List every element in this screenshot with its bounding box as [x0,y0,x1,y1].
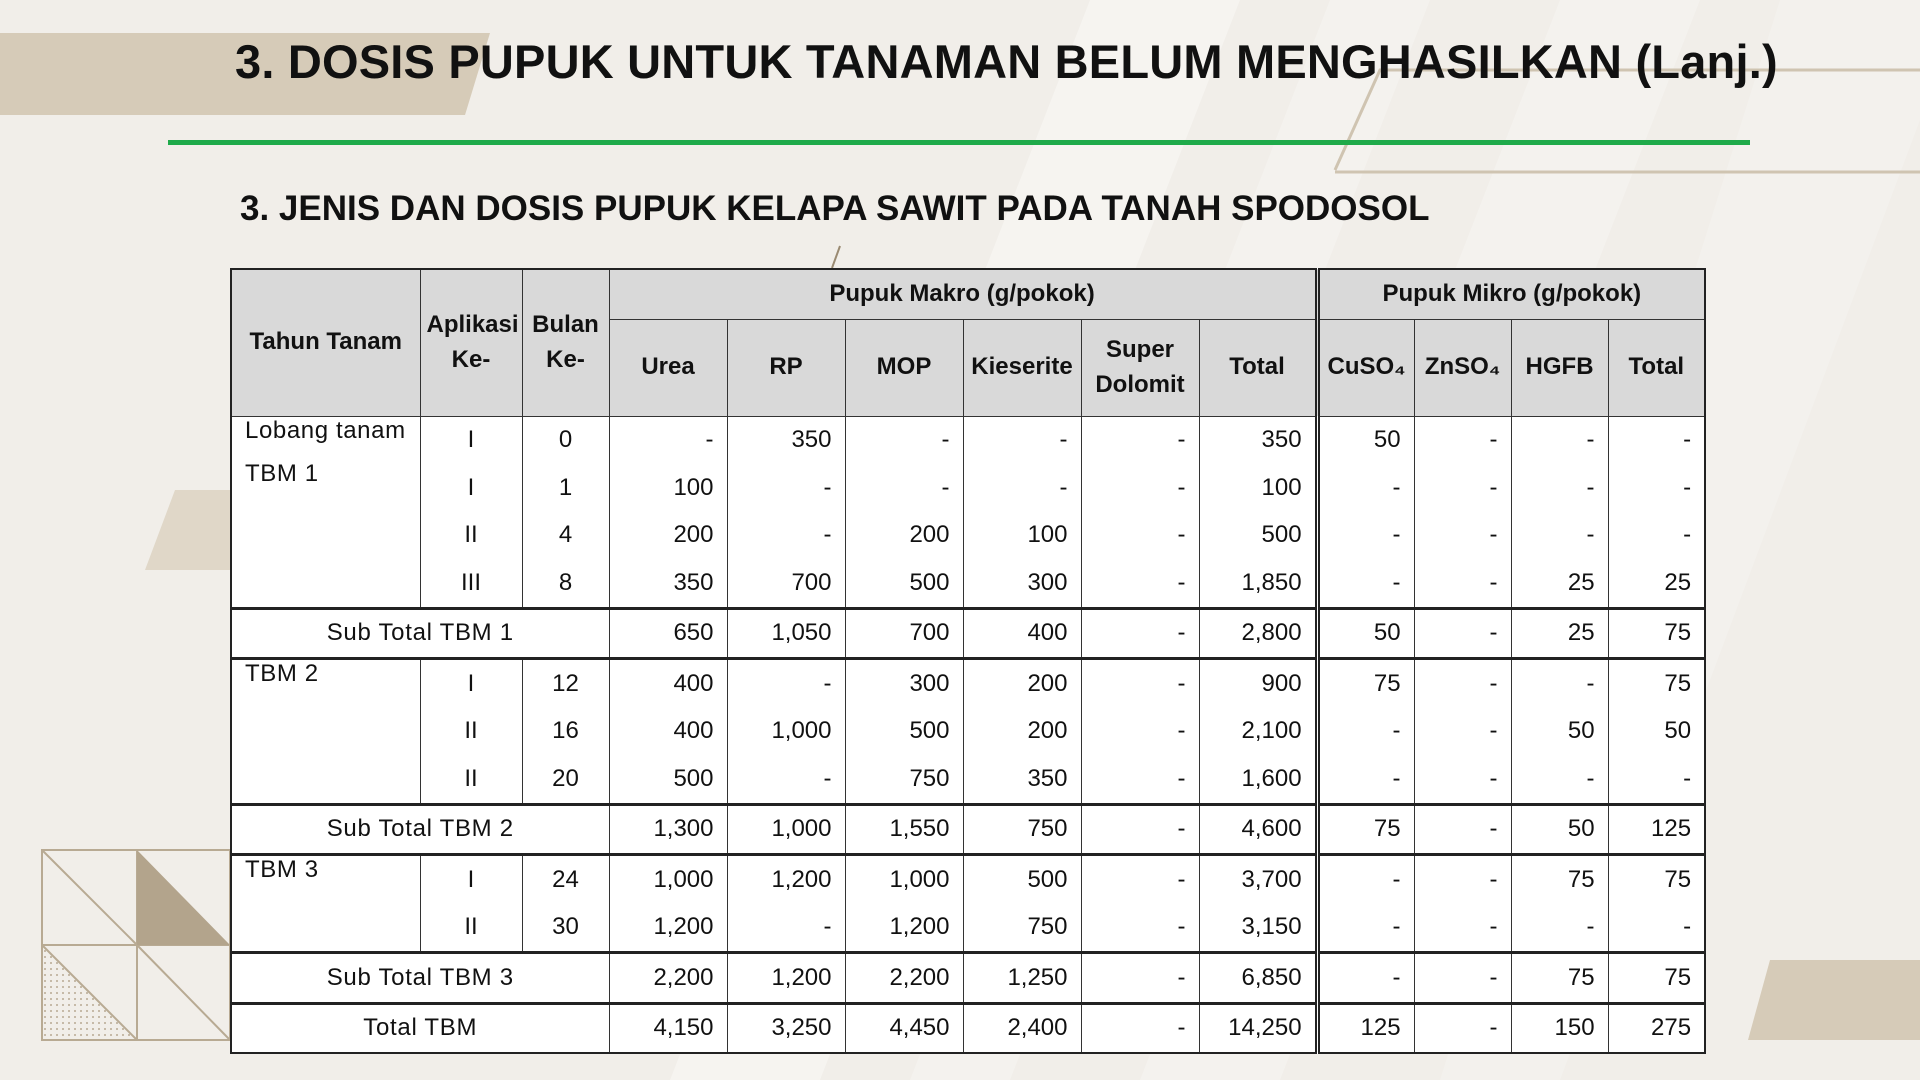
table-row-value: - [1317,708,1414,756]
bulan-cell: 1 [522,464,609,512]
header-aplikasi: Aplikasi Ke- [420,269,522,416]
table-row-value: 350 [1199,416,1317,464]
header-cuso4: CuSO₄ [1317,319,1414,416]
subtotal-label: Sub Total TBM 3 [231,953,609,1004]
subtotal-row-value: 2,200 [609,953,727,1004]
table-row-value: 400 [609,708,727,756]
bulan-cell: 12 [522,659,609,708]
table-row-value: 300 [845,659,963,708]
subtotal-row-value: - [1414,608,1511,659]
subtotal-row-value: - [1081,953,1199,1004]
grand-total-row [231,1003,1705,1053]
table-row-value: 200 [609,512,727,560]
subtotal-label: Sub Total TBM 1 [231,608,609,659]
grand-total-row-value: 14,250 [1199,1003,1317,1053]
table-row-value: - [1081,416,1199,464]
bulan-cell: 30 [522,904,609,953]
subtotal-row-value: 1,250 [963,953,1081,1004]
table-row-value: 300 [963,559,1081,608]
header-hgfb: HGFB [1511,319,1608,416]
header-makro-total: Total [1199,319,1317,416]
table-row [231,416,1705,464]
table-row-value: 1,200 [727,855,845,904]
table-row-value: - [1608,755,1705,804]
table-row-value: - [1081,659,1199,708]
bulan-cell: 16 [522,708,609,756]
table-row-value: - [1608,904,1705,953]
grand-total-row-value: 150 [1511,1003,1608,1053]
table-row-value: 400 [609,659,727,708]
subtotal-row-value: 400 [963,608,1081,659]
subtotal-row-value: - [1081,608,1199,659]
subtotal-row-value: 1,550 [845,804,963,855]
header-urea: Urea [609,319,727,416]
table-row-value: - [1317,755,1414,804]
table-row-value: - [1414,464,1511,512]
bulan-cell: 20 [522,755,609,804]
table-row-value: - [609,416,727,464]
header-pupuk-makro: Pupuk Makro (g/pokok) [609,269,1317,319]
table-row-value: 350 [963,755,1081,804]
grand-total-row-value: - [1081,1003,1199,1053]
table-row-value: 50 [1608,708,1705,756]
table-row-value: 1,200 [609,904,727,953]
table-row-value: - [1608,464,1705,512]
grand-total-label: Total TBM [231,1003,609,1053]
aplikasi-cell: I [420,659,522,708]
table-row-value: 750 [845,755,963,804]
table-row-value: - [1317,512,1414,560]
table-row-value: 3,700 [1199,855,1317,904]
table-row-value: - [1081,755,1199,804]
table-row-value: - [1081,904,1199,953]
aplikasi-cell: III [420,559,522,608]
table-row-value: - [1511,904,1608,953]
table-row-value: 500 [845,559,963,608]
table-row-value: 1,000 [845,855,963,904]
table-row-value: 50 [1317,416,1414,464]
table-row-value: - [845,416,963,464]
table-row-value: 25 [1608,559,1705,608]
table-row-value: 500 [963,855,1081,904]
subtotal-row-value: 2,800 [1199,608,1317,659]
tahun-tanam-label: Lobang tanam [245,416,406,444]
header-znso4: ZnSO₄ [1414,319,1511,416]
header-mikro-total: Total [1608,319,1705,416]
table-row-value: - [1081,559,1199,608]
table-row-value: - [727,464,845,512]
table-row-value: - [1511,659,1608,708]
subtotal-row-value: 75 [1608,608,1705,659]
header-super-dolomit: Super Dolomit [1081,319,1199,416]
subtotal-row-value: 1,050 [727,608,845,659]
table-row-value: 200 [963,659,1081,708]
aplikasi-cell: II [420,512,522,560]
header-mop: MOP [845,319,963,416]
subtotal-row-value: - [1317,953,1414,1004]
table-row-value: - [845,464,963,512]
subtotal-row [231,804,1705,855]
table-row-value: - [1608,512,1705,560]
table-row-value: 75 [1317,659,1414,708]
table-row-value: 500 [1199,512,1317,560]
subtotal-label: Sub Total TBM 2 [231,804,609,855]
table-row-value: - [963,464,1081,512]
header-kieserite: Kieserite [963,319,1081,416]
grand-total-row-value: 4,450 [845,1003,963,1053]
table-row-value: - [1414,416,1511,464]
subtotal-row [231,953,1705,1004]
table-row [231,659,1705,708]
table-row-value: 900 [1199,659,1317,708]
table-row-value: - [727,659,845,708]
table-row-value: - [1511,464,1608,512]
table-row-value: - [1608,416,1705,464]
table-row-value: - [1414,755,1511,804]
subtotal-row [231,608,1705,659]
table-row-value: - [1414,904,1511,953]
table-row-value: 25 [1511,559,1608,608]
section-subtitle: 3. JENIS DAN DOSIS PUPUK KELAPA SAWIT PADA TANAH SPODOSOL [240,189,1430,228]
table-row-value: - [1414,855,1511,904]
table-row-value: - [727,904,845,953]
table-row-value: - [1081,512,1199,560]
aplikasi-cell: I [420,416,522,464]
table-row-value: 700 [727,559,845,608]
table-row-value: 750 [963,904,1081,953]
table-row-value: 100 [609,464,727,512]
table-row-value: 200 [963,708,1081,756]
subtotal-row-value: 6,850 [1199,953,1317,1004]
subtotal-row-value: 75 [1317,804,1414,855]
table-row-value: - [1414,708,1511,756]
table-row-value: - [1414,559,1511,608]
table-row-value: - [1081,708,1199,756]
subtotal-row-value: 4,600 [1199,804,1317,855]
subtotal-row-value: 2,200 [845,953,963,1004]
table-row-value: 1,600 [1199,755,1317,804]
grand-total-row-value: 2,400 [963,1003,1081,1053]
table-row-value: 1,850 [1199,559,1317,608]
subtotal-row-value: 50 [1511,804,1608,855]
table-row-value: 350 [609,559,727,608]
table-row-value: 1,200 [845,904,963,953]
header-pupuk-mikro: Pupuk Mikro (g/pokok) [1317,269,1705,319]
subtotal-row-value: 1,300 [609,804,727,855]
grand-total-row-value: 125 [1317,1003,1414,1053]
aplikasi-cell: II [420,904,522,953]
table-row-value: - [1317,559,1414,608]
table-row-value: 3,150 [1199,904,1317,953]
table-row-value: - [1317,855,1414,904]
tahun-tanam-cell [231,659,420,805]
table-row-value: 200 [845,512,963,560]
table-row-value: 75 [1511,855,1608,904]
aplikasi-cell: II [420,708,522,756]
grand-total-row-value: 275 [1608,1003,1705,1053]
header-bulan: Bulan Ke- [522,269,609,416]
subtotal-row-value: 25 [1511,608,1608,659]
table-row-value: - [727,512,845,560]
table-row-value: 1,000 [727,708,845,756]
table-row-value: 350 [727,416,845,464]
table-row-value: - [1414,659,1511,708]
table-row-value: 1,000 [609,855,727,904]
grand-total-row-value: 3,250 [727,1003,845,1053]
table-row-value: 2,100 [1199,708,1317,756]
tahun-tanam-cell [231,855,420,953]
slide-title: 3. DOSIS PUPUK UNTUK TANAMAN BELUM MENGHASILKAN (Lanj.) [235,35,1778,88]
aplikasi-cell: II [420,755,522,804]
table-row [231,904,1705,953]
subtotal-row-value: 125 [1608,804,1705,855]
aplikasi-cell: I [420,855,522,904]
table-row-value: 500 [845,708,963,756]
title-divider [168,140,1750,145]
subtotal-row-value: 650 [609,608,727,659]
bulan-cell: 4 [522,512,609,560]
table-row [231,464,1705,512]
header-rp: RP [727,319,845,416]
tahun-tanam-label: TBM 2 [245,660,319,687]
subtotal-row-value: - [1081,804,1199,855]
fertilizer-dose-table [230,268,1706,1054]
subtotal-row-value: 50 [1317,608,1414,659]
tahun-tanam-label: TBM 3 [245,856,319,883]
header-tahun-tanam: Tahun Tanam [231,269,420,416]
subtotal-row-value: 75 [1511,953,1608,1004]
table-row-value: 100 [963,512,1081,560]
bulan-cell: 24 [522,855,609,904]
subtotal-row-value: - [1414,804,1511,855]
table-row [231,559,1705,608]
grand-total-row-value: - [1414,1003,1511,1053]
tahun-tanam-cell [231,416,420,608]
table-row [231,708,1705,756]
bulan-cell: 0 [522,416,609,464]
table-row-value: 100 [1199,464,1317,512]
table-row-value: 50 [1511,708,1608,756]
table-row-value: - [963,416,1081,464]
subtotal-row-value: 750 [963,804,1081,855]
table-row-value: - [1081,855,1199,904]
table-row-value: 75 [1608,659,1705,708]
table-row-value: - [1511,512,1608,560]
subtotal-row-value: 75 [1608,953,1705,1004]
table-row-value: 500 [609,755,727,804]
table-row-value: - [1511,416,1608,464]
table-row [231,755,1705,804]
table-row-value: - [1317,904,1414,953]
subtotal-row-value: - [1414,953,1511,1004]
table-row [231,855,1705,904]
table-row-value: - [1317,464,1414,512]
tahun-tanam-label: TBM 1 [245,459,319,487]
table-row-value: 75 [1608,855,1705,904]
bulan-cell: 8 [522,559,609,608]
aplikasi-cell: I [420,464,522,512]
subtotal-row-value: 1,200 [727,953,845,1004]
table-row-value: - [727,755,845,804]
table-row-value: - [1414,512,1511,560]
subtotal-row-value: 1,000 [727,804,845,855]
table-row-value: - [1511,755,1608,804]
table-row-value: - [1081,464,1199,512]
table-row [231,512,1705,560]
subtotal-row-value: 700 [845,608,963,659]
grand-total-row-value: 4,150 [609,1003,727,1053]
